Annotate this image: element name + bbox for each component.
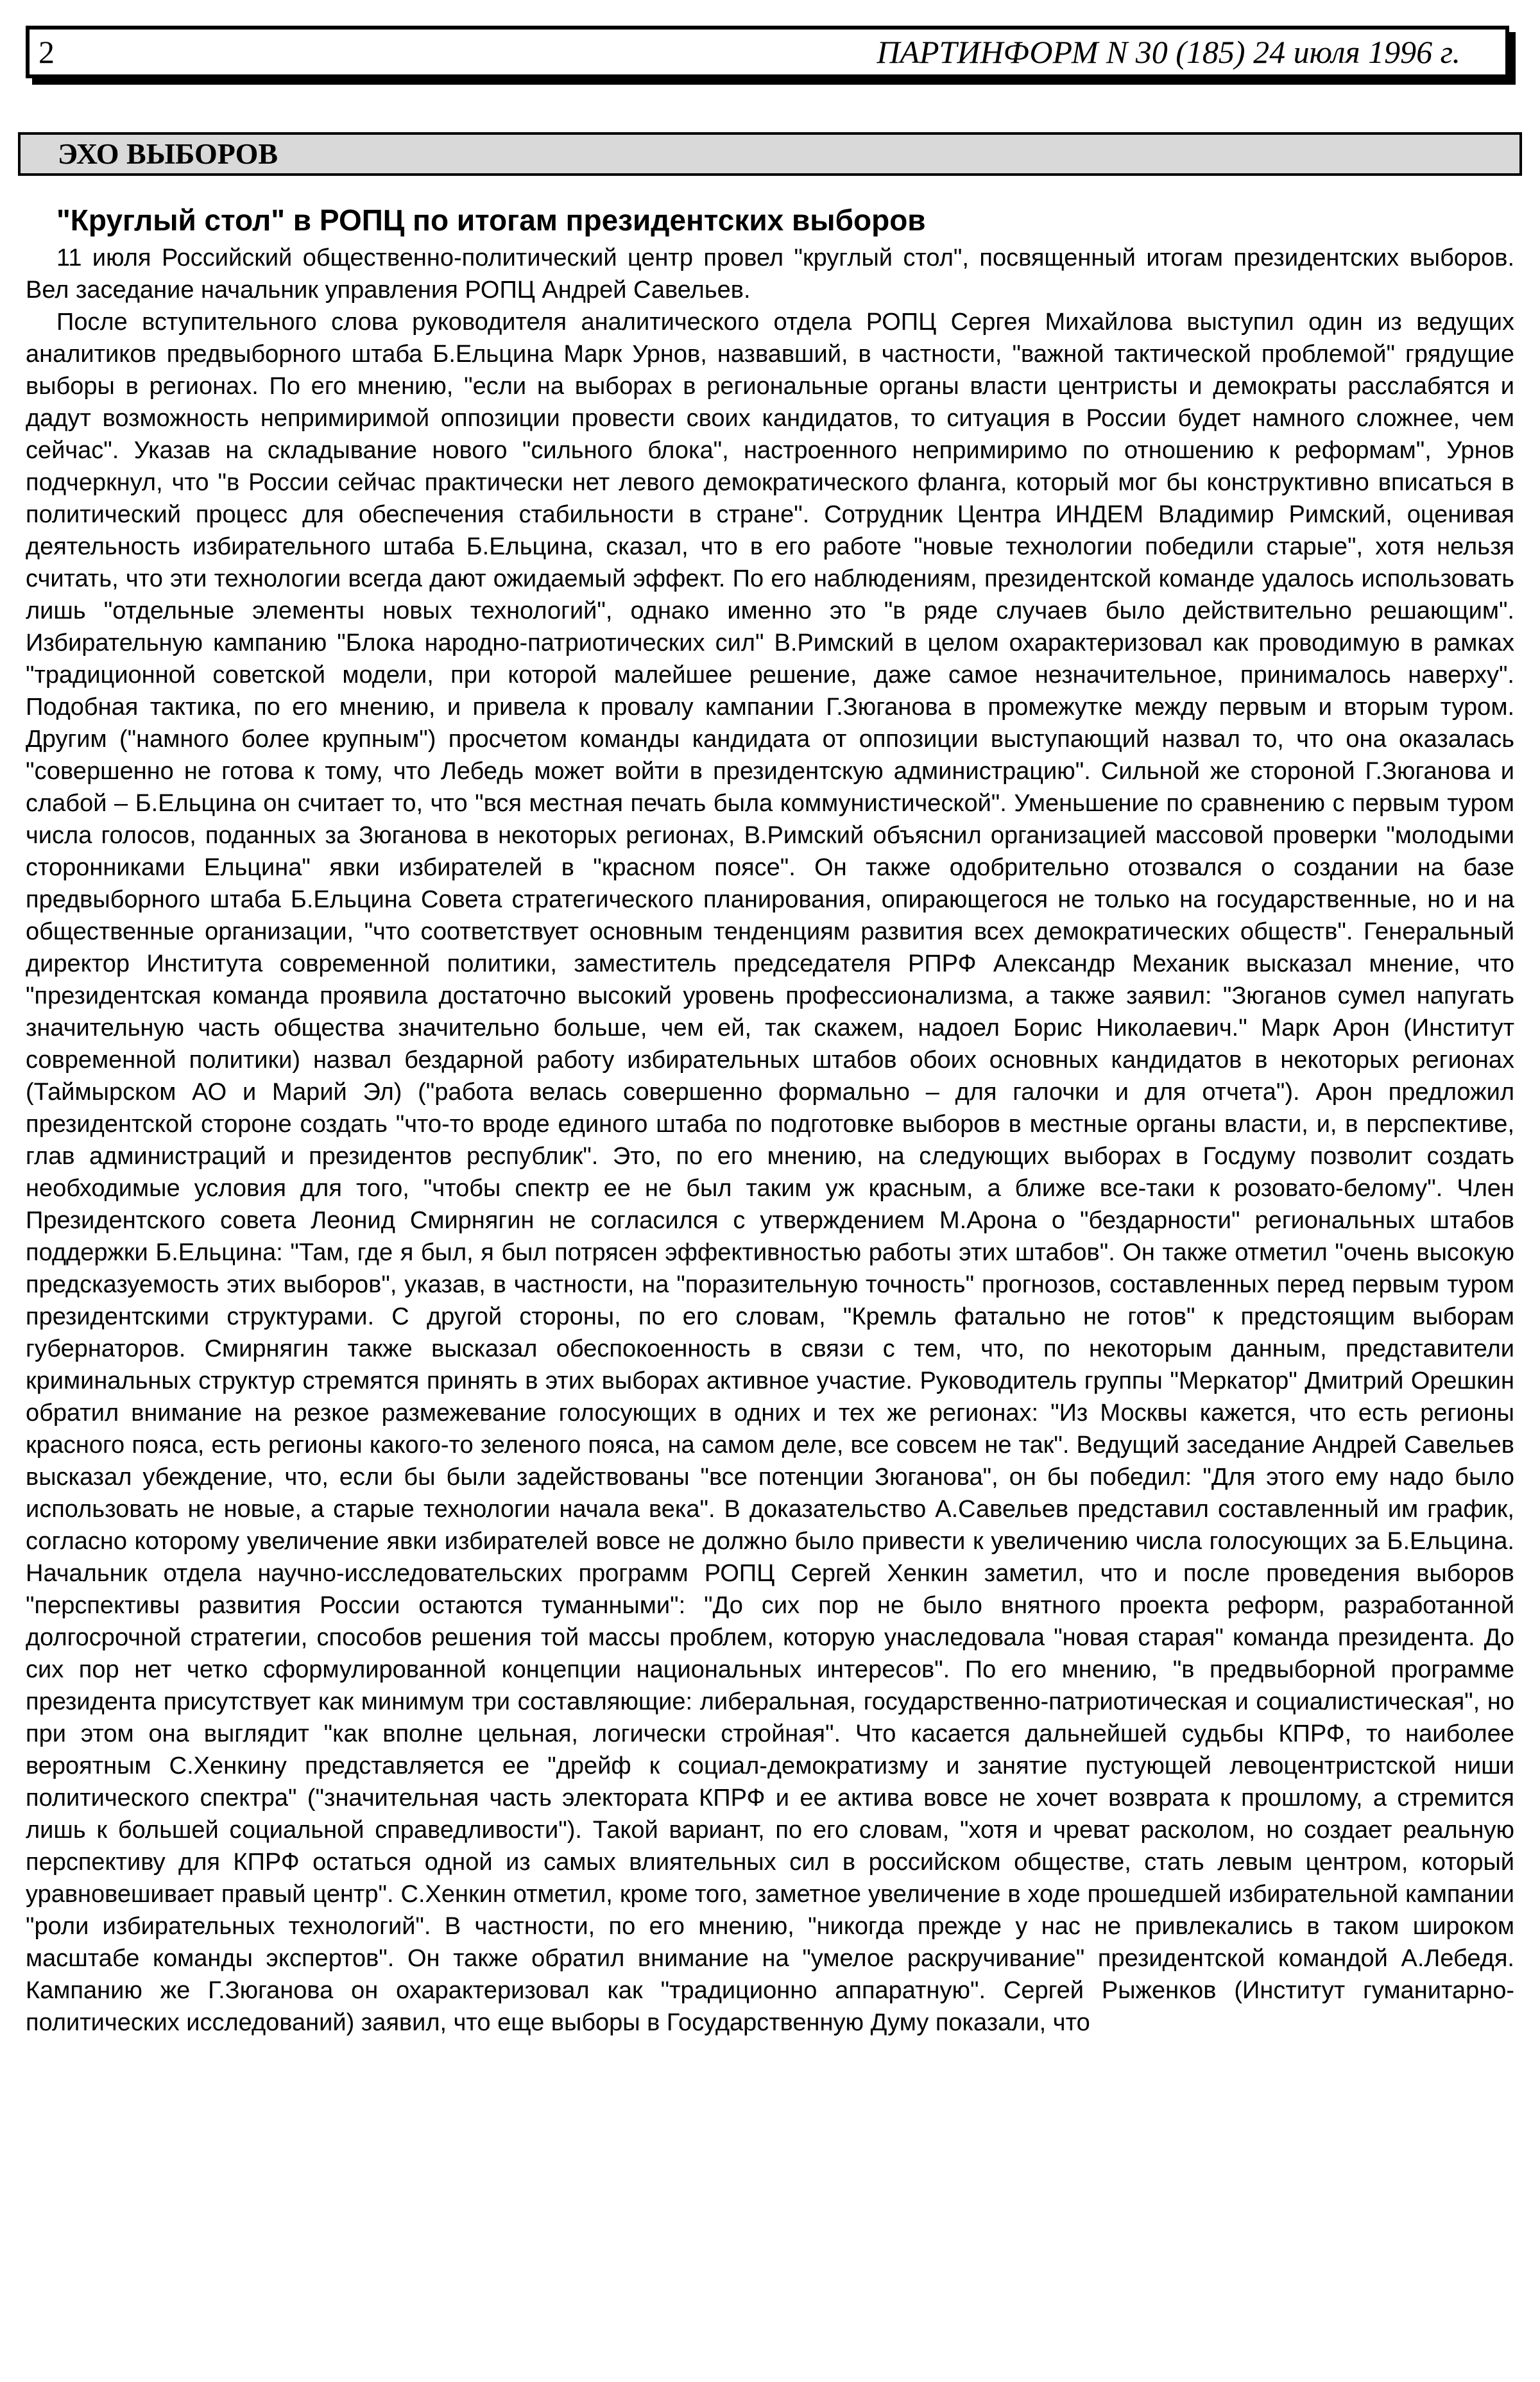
section-header	[18, 132, 1522, 176]
article-title: "Круглый стол" в РОПЦ по итогам президентских выборов	[56, 203, 926, 237]
article	[26, 202, 1514, 2345]
section-title: ЭХО ВЫБОРОВ	[58, 137, 278, 170]
issue-info: ПАРТИНФОРМ N 30 (185) 24 июля 1996 г.	[877, 34, 1460, 70]
article-paragraph: После вступительного слова руководителя аналитического отдела РОПЦ Сергея Михайлова выступил один из ведущих аналитиков предвыборного штаба Б.Ельцина Марк Урнов, назвавший, в частности, "важной тактической проблемой" грядущие выборы в регионах. По его мнению, "если на выборах в региональные органы власти центристы и демократы расслабятся и дадут возможность непримиримой оппозиции провести своих кандидатов, то ситуация в России будет намного сложнее, чем сейчас". Указав на складывание нового "сильного блока", настроенного непримиримо по отношению к реформам", Урнов подчеркнул, что "в России сейчас практически нет левого демократического фланга, который мог бы конструктивно вписаться в политический процесс для обеспечения стабильности в стране". Сотрудник Центра ИНДЕМ Владимир Римский, оценивая деятельность избирательного штаба Б.Ельцина, сказал, что в его работе "новые технологии победили старые", хотя нельзя считать, что эти технологии всегда дают ожидаемый эффект. По его наблюдениям, президентской команде удалось использовать лишь "отдельные элементы новых технологий", однако именно это "в ряде случаев было действительно решающим". Избирательную кампанию "Блока народно-патриотических сил" В.Римский в целом охарактеризовал как проводимую в рамках "традиционной советской модели, при которой малейшее решение, даже самое незначительное, принималось наверху". Подобная тактика, по его мнению, и привела к провалу кампании Г.Зюганова в промежутке между первым и вторым туром. Другим ("намного более крупным") просчетом команды кандидата от оппозиции выступающий назвал то, что она оказалась "совершенно не готова к тому, что Лебедь может войти в президентскую администрацию". Сильной же стороной Г.Зюганова и слабой – Б.Ельцина он считает то, что "вся местная печать была коммунистической". Уменьшение по сравнению с первым туром числа голосов, поданных за Зюганова в некоторых регионах, В.Римский объяснил организацией массовой проверки "молодыми сторонниками Ельцина" явки избирателей в "красном поясе". Он также одобрительно отозвался о создании на базе предвыборного штаба Б.Ельцина Совета стратегического планирования, опирающегося не только на государственные, но и на общественные организации, "что соответствует основным тенденциям развития всех демократических обществ". Генеральный директор Института современной политики, заместитель председателя РПРФ Александр Механик высказал мнение, что "президентская команда проявила достаточно высокий уровень профессионализма, а также заявил: "Зюганов сумел напугать значительную часть общества значительно больше, чем ей, так скажем, надоел Борис Николаевич." Марк Арон (Институт современной политики) назвал бездарной работу избирательных штабов обоих основных кандидатов в некоторых регионах (Таймырском АО и Марий Эл) ("работа велась совершенно формально – для галочки и для отчета"). Арон предложил президентской стороне создать "что-то вроде единого штаба по подготовке выборов в местные органы власти, и, в перспективе, глав администраций и президентов республик". Это, по его мнению, на следующих выборах в Госдуму позволит создать необходимые условия для того, "чтобы спектр ее не был таким уж красным, а ближе все-таки к розовато-белому". Член Президентского совета Леонид Смирнягин не согласился с утверждением М.Арона о "бездарности" региональных штабов поддержки Б.Ельцина: "Там, где я был, я был потрясен эффективностью работы этих штабов". Он также отметил "очень высокую предсказуемость этих выборов", указав, в частности, на "поразительную точность" прогнозов, составленных перед первым туром президентскими структурами. С другой стороны, по его словам, "Кремль фатально не готов" к предстоящим выборам губернаторов. Смирнягин также высказал обеспокоенность в связи с тем, что, по некоторым данным, представители криминальных структур стремятся принять в этих выборах активное участие. Руководитель группы "Меркатор" Дмитрий Орешкин обратил внимание на резкое размежевание голосующих в одних и тех же регионах: "Из Москвы кажется, что есть регионы красного пояса, есть регионы какого-то зеленого пояса, на самом деле, все совсем не так". Ведущий заседание Андрей Савельев высказал убеждение, что, если бы были задействованы "все потенции Зюганова", он бы победил: "Для этого ему надо было использовать не новые, а старые технологии начала века". В доказательство А.Савельев представил составленный им график, согласно которому увеличение явки избирателей вовсе не должно было привести к увеличению числа голосующих за Б.Ельцина. Начальник отдела научно-исследовательских программ РОПЦ Сергей Хенкин заметил, что и после проведения выборов "перспективы развития России остаются туманными": "До сих пор не было внятного проекта реформ, разработанной долгосрочной стратегии, способов решения той массы проблем, которую унаследовала "новая старая" команда президента. До сих пор нет четко сформулированной концепции национальных интересов". По его мнению, "в предвыборной программе президента присутствует как минимум три составляющие: либеральная, государственно-патриотическая и социалистическая", но при этом она выглядит "как вполне цельная, логически стройная". Что касается дальнейшей судьбы КПРФ, то наиболее вероятным С.Хенкину представляется ее "дрейф к социал-демократизму и занятие пустующей левоцентристской ниши политического спектра" ("значительная часть электората КПРФ и ее актива вовсе не хочет возврата к прошлому, а стремится лишь к большей социальной справедливости"). Такой вариант, по его словам, "хотя и чреват расколом, но создает реальную перспективу для КПРФ остаться одной из самых влиятельных сил в российском обществе, стать левым центром, который уравновешивает правый центр". С.Хенкин отметил, кроме того, заметное увеличение в ходе прошедшей избирательной кампании "роли избирательных технологий". В частности, по его мнению, "никогда прежде у нас не привлекались в таком широком масштабе команды экспертов". Он также обратил внимание на "умелое раскручивание" президентской командой А.Лебедя. Кампанию же Г.Зюганова он охарактеризовал как "традиционно аппаратную". Сергей Рыженков (Институт гуманитарно-политических исследований) заявил, что еще выборы в Государственную Думу показали, что	[26, 309, 1514, 2036]
page-number: 2	[38, 34, 55, 70]
article-paragraph: 11 июля Российский общественно-политический центр провел "круглый стол", посвященный итогам президентских выборов. Вел заседание начальник управления РОПЦ Андрей Савельев.	[26, 244, 1514, 304]
page-header	[26, 26, 1509, 78]
